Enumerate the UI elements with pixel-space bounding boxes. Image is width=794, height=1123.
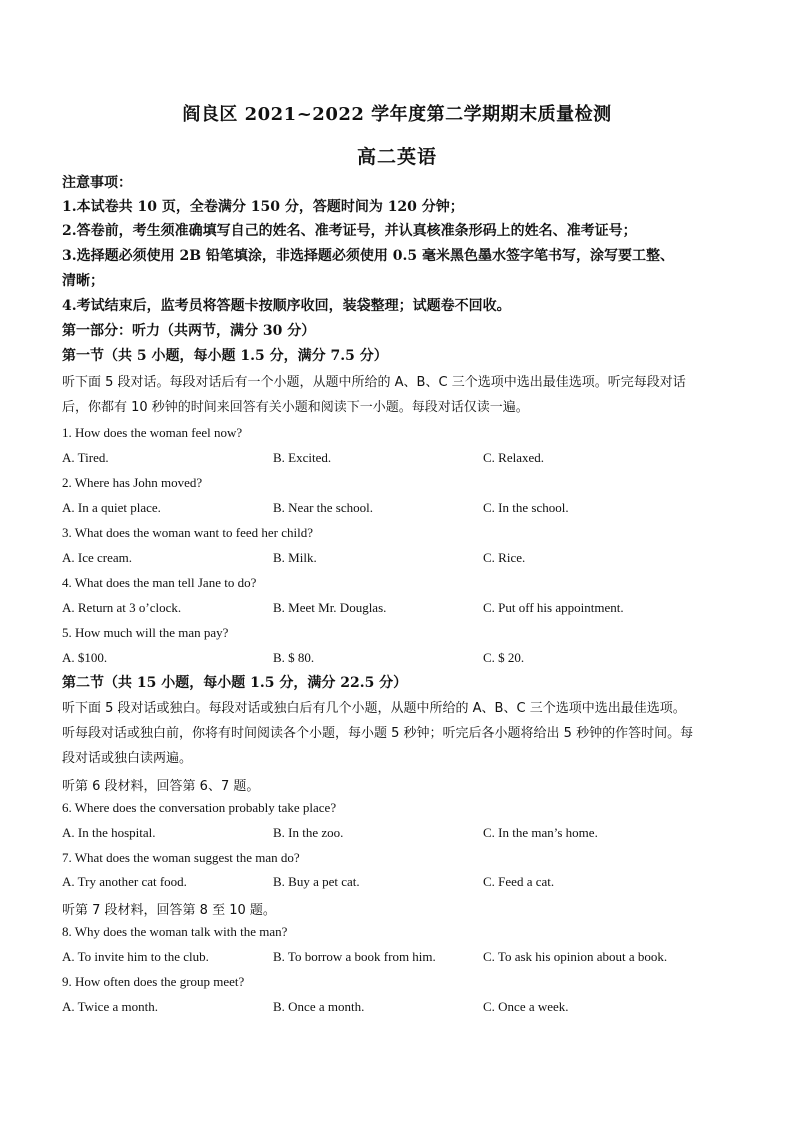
notice-item-1: 1.本试卷共 10 页，全卷满分 150 分，答题时间为 120 分钟； — [62, 199, 464, 215]
question-8-option-a: A. To invite him to the club. — [62, 949, 209, 964]
material-6-note: 听第 6 段材料，回答第 6、7 题。 — [62, 779, 260, 794]
question-3-option-a: A. Ice cream. — [62, 550, 133, 565]
question-9: 9. How often does the group meet? — [62, 974, 245, 989]
section1-instruction-line-1: 听下面 5 段对话。每段对话后有一个小题，从题中所给的 A、B、C 三个选项中选出最佳选项。听完每段对话 — [62, 375, 686, 390]
section2-instruction-line-2: 听每段对话或独白前，你将有时间阅读各个小题，每小题 5 秒钟；听完后各小题将给出 5 秒钟的作答时间。每 — [62, 726, 694, 741]
question-7-option-a: A. Try another cat food. — [62, 874, 187, 889]
question-7-option-b: B. Buy a pet cat. — [273, 874, 360, 889]
notice-item-4: 4.考试结束后，监考员将答题卡按顺序收回，装袋整理；试题卷不回收。 — [62, 298, 511, 314]
notice-item-2: 2.答卷前，考生须准确填写自己的姓名、准考证号，并认真核准条形码上的姓名、准考证号； — [62, 223, 637, 239]
question-6: 6. Where does the conversation probably take place? — [62, 800, 337, 815]
question-9-option-c: C. Once a week. — [483, 999, 569, 1014]
section2-instruction-line-1: 听下面 5 段对话或独白。每段对话或独白后有几个小题，从题中所给的 A、B、C 三个选项中选出最佳选项。 — [62, 701, 686, 716]
question-4-option-b: B. Meet Mr. Douglas. — [273, 600, 387, 615]
question-6-option-a: A. In the hospital. — [62, 825, 156, 840]
question-7-option-c: C. Feed a cat. — [483, 874, 555, 889]
notice-item-3-cont: 清晰； — [62, 273, 104, 289]
part1-heading: 第一部分：听力（共两节，满分 30 分） — [62, 323, 316, 339]
question-6-option-b: B. In the zoo. — [273, 825, 344, 840]
question-1: 1. How does the woman feel now? — [62, 425, 243, 440]
question-8-option-c: C. To ask his opinion about a book. — [483, 949, 668, 964]
question-1-option-a: A. Tired. — [62, 450, 109, 465]
section1-heading: 第一节（共 5 小题，每小题 1.5 分，满分 7.5 分） — [62, 348, 388, 364]
question-5-option-b: B. $ 80. — [273, 650, 315, 665]
question-2-option-b: B. Near the school. — [273, 500, 374, 515]
question-7: 7. What does the woman suggest the man do? — [62, 850, 300, 865]
question-5-option-c: C. $ 20. — [483, 650, 525, 665]
section2-instruction-line-3: 段对话或独白读两遍。 — [62, 751, 193, 766]
question-5: 5. How much will the man pay? — [62, 625, 229, 640]
section1-instruction-line-2: 后，你都有 10 秒钟的时间来回答有关小题和阅读下一小题。每段对话仅读一遍。 — [62, 400, 529, 415]
material-7-note: 听第 7 段材料，回答第 8 至 10 题。 — [62, 903, 276, 918]
question-4-option-c: C. Put off his appointment. — [483, 600, 624, 615]
question-9-option-a: A. Twice a month. — [62, 999, 158, 1014]
question-8: 8. Why does the woman talk with the man? — [62, 924, 288, 939]
exam-subtitle: 高二英语 — [356, 146, 437, 168]
question-2: 2. Where has John moved? — [62, 475, 203, 490]
question-2-option-c: C. In the school. — [483, 500, 569, 515]
question-5-option-a: A. $100. — [62, 650, 108, 665]
question-3-option-b: B. Milk. — [273, 550, 317, 565]
exam-title: 阎良区 2021~2022 学年度第二学期期末质量检测 — [182, 104, 612, 125]
question-3: 3. What does the woman want to feed her child? — [62, 525, 314, 540]
notice-item-3: 3.选择题必须使用 2B 铅笔填涂，非选择题必须使用 0.5 毫米黑色墨水签字笔书写，涂写要工整、 — [62, 248, 675, 264]
question-3-option-c: C. Rice. — [483, 550, 526, 565]
question-6-option-c: C. In the man’s home. — [483, 825, 598, 840]
question-8-option-b: B. To borrow a book from him. — [273, 949, 436, 964]
question-2-option-a: A. In a quiet place. — [62, 500, 161, 515]
question-4: 4. What does the man tell Jane to do? — [62, 575, 257, 590]
question-4-option-a: A. Return at 3 o’clock. — [62, 600, 182, 615]
question-1-option-b: B. Excited. — [273, 450, 332, 465]
notice-heading: 注意事项： — [62, 175, 132, 191]
question-1-option-c: C. Relaxed. — [483, 450, 545, 465]
section2-heading: 第二节（共 15 小题，每小题 1.5 分，满分 22.5 分） — [62, 675, 408, 691]
question-9-option-b: B. Once a month. — [273, 999, 365, 1014]
